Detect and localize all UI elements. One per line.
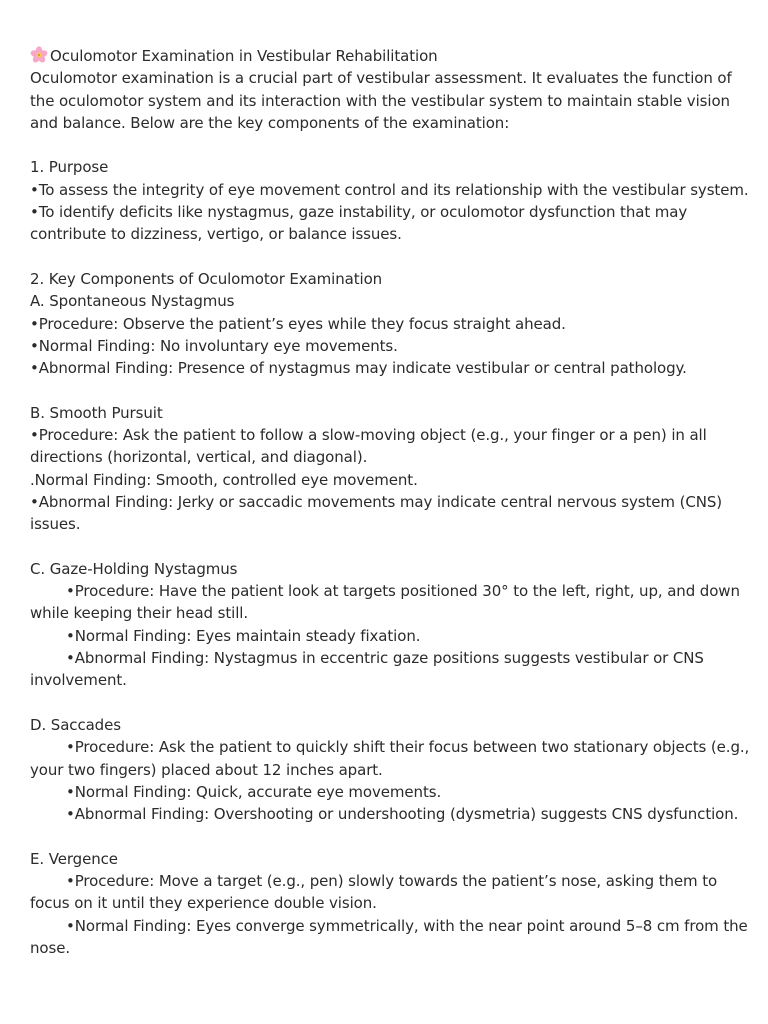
spontaneous-nystagmus-line: •Abnormal Finding: Presence of nystagmus may indicate vestibular or central pathology. — [30, 359, 687, 378]
saccades-heading: D. Saccades — [30, 715, 121, 734]
cherry-blossom-icon — [30, 46, 48, 64]
smooth-pursuit-line: issues. — [30, 515, 81, 534]
vergence-line: nose. — [30, 938, 70, 957]
vergence-line: focus on it until they experience double vision. — [30, 894, 377, 913]
blank-line — [30, 692, 750, 714]
smooth-pursuit-heading: B. Smooth Pursuit — [30, 403, 163, 422]
intro-line: and balance. Below are the key components of the examination: — [30, 113, 510, 132]
gaze-holding-line: •Procedure: Have the patient look at targets positioned 30° to the left, right, up, and down — [66, 582, 740, 601]
gaze-holding-line: while keeping their head still. — [30, 604, 249, 623]
spontaneous-nystagmus-line: •Normal Finding: No involuntary eye movements. — [30, 336, 398, 355]
gaze-holding-line: •Abnormal Finding: Nystagmus in eccentric gaze positions suggests vestibular or CNS — [66, 649, 704, 668]
spontaneous-nystagmus-line: •Procedure: Observe the patient’s eyes while they focus straight ahead. — [30, 314, 566, 333]
components-heading: 2. Key Components of Oculomotor Examination — [30, 269, 383, 288]
smooth-pursuit-line: •Procedure: Ask the patient to follow a slow-moving object (e.g., your finger or a pen) in all — [30, 426, 707, 445]
blank-line — [30, 134, 750, 156]
vergence-line: •Normal Finding: Eyes converge symmetrically, with the near point around 5–8 cm from the — [66, 916, 748, 935]
document-title-row — [30, 45, 750, 67]
purpose-heading: 1. Purpose — [30, 158, 109, 177]
document-title: Oculomotor Examination in Vestibular Rehabilitation — [50, 47, 438, 65]
gaze-holding-heading: C. Gaze-Holding Nystagmus — [30, 559, 238, 578]
blank-line — [30, 825, 750, 847]
saccades-line: •Procedure: Ask the patient to quickly shift their focus between two stationary objects (e.g., — [66, 738, 750, 757]
smooth-pursuit-line: directions (horizontal, vertical, and diagonal). — [30, 448, 368, 467]
intro-line: Oculomotor examination is a crucial part of vestibular assessment. It evaluates the function of — [30, 69, 732, 88]
smooth-pursuit-line: .Normal Finding: Smooth, controlled eye movement. — [30, 470, 418, 489]
vergence-heading: E. Vergence — [30, 849, 118, 868]
blank-line — [30, 379, 750, 401]
spontaneous-nystagmus-heading: A. Spontaneous Nystagmus — [30, 292, 235, 311]
saccades-line: •Abnormal Finding: Overshooting or undershooting (dysmetria) suggests CNS dysfunction. — [66, 805, 739, 824]
saccades-line: your two fingers) placed about 12 inches apart. — [30, 760, 383, 779]
vergence-line: •Procedure: Move a target (e.g., pen) slowly towards the patient’s nose, asking them to — [66, 871, 718, 890]
blank-line — [30, 246, 750, 268]
gaze-holding-line: involvement. — [30, 671, 127, 690]
purpose-line: contribute to dizziness, vertigo, or balance issues. — [30, 225, 402, 244]
blank-line — [30, 536, 750, 558]
purpose-line: •To assess the integrity of eye movement control and its relationship with the vestibular system. — [30, 180, 749, 199]
saccades-line: •Normal Finding: Quick, accurate eye movements. — [66, 782, 442, 801]
smooth-pursuit-line: •Abnormal Finding: Jerky or saccadic movements may indicate central nervous system (CNS) — [30, 492, 722, 511]
gaze-holding-line: •Normal Finding: Eyes maintain steady fixation. — [66, 626, 421, 645]
purpose-line: •To identify deficits like nystagmus, gaze instability, or oculomotor dysfunction that may — [30, 203, 688, 222]
intro-line: the oculomotor system and its interaction with the vestibular system to maintain stable vision — [30, 91, 730, 110]
